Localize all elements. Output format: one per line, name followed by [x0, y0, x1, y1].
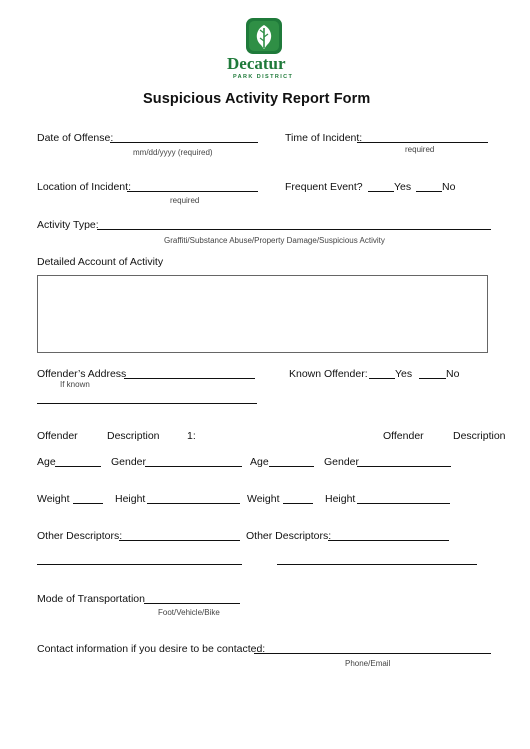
- frequent-event-label: Frequent Event?: [285, 181, 363, 193]
- offenders-address-field[interactable]: [124, 378, 255, 379]
- known-offender-no-label: No: [446, 368, 460, 380]
- known-offender-no-field[interactable]: [419, 378, 446, 379]
- activity-hint: Graffiti/Substance Abuse/Property Damage/Suspicious Activity: [164, 236, 385, 245]
- weight-1-field[interactable]: [73, 503, 103, 504]
- age-2-field[interactable]: [269, 466, 314, 467]
- transport-hint: Foot/Vehicle/Bike: [158, 608, 220, 617]
- contact-info-field[interactable]: [254, 653, 491, 654]
- age-2-label: Age: [250, 456, 269, 468]
- date-of-offense-field[interactable]: [110, 142, 258, 143]
- activity-type-label: Activity Type:: [37, 219, 99, 231]
- gender-2-label: Gender: [324, 456, 360, 468]
- logo: [222, 18, 308, 82]
- offender-2-description-label: Description: [453, 430, 506, 442]
- gender-1-field[interactable]: [145, 466, 242, 467]
- offenders-address-label: Offender’s Address: [37, 368, 127, 380]
- mode-of-transportation-field[interactable]: [144, 603, 240, 604]
- location-field[interactable]: [127, 191, 258, 192]
- detailed-account-textarea[interactable]: [37, 275, 488, 353]
- offender-1-description-label: Description: [107, 430, 160, 442]
- mode-of-transportation-label: Mode of Transportation: [37, 593, 145, 605]
- gender-1-label: Gender: [111, 456, 147, 468]
- location-label: Location of Incident:: [37, 181, 131, 193]
- detailed-account-label: Detailed Account of Activity: [37, 256, 164, 268]
- time-of-incident-label: Time of Incident:: [285, 132, 363, 144]
- age-1-label: Age: [37, 456, 56, 468]
- other-descriptors-1-field-2[interactable]: [37, 564, 242, 565]
- known-offender-label: Known Offender:: [289, 368, 368, 380]
- other-descriptors-1-field[interactable]: [119, 540, 240, 541]
- offenders-address-field-2[interactable]: [37, 403, 257, 404]
- contact-hint: Phone/Email: [345, 659, 391, 668]
- other-descriptors-2-field-2[interactable]: [277, 564, 477, 565]
- offender-number-label: 1:: [187, 430, 196, 442]
- height-2-label: Height: [325, 493, 356, 505]
- age-1-field[interactable]: [55, 466, 101, 467]
- frequent-no-field[interactable]: [416, 191, 442, 192]
- date-of-offense-label: Date of Offense:: [37, 132, 114, 144]
- time-of-incident-field[interactable]: [357, 142, 488, 143]
- weight-1-label: Weight: [37, 493, 70, 505]
- frequent-yes-label: Yes: [394, 181, 412, 193]
- height-1-label: Height: [115, 493, 146, 505]
- offender-2-label: Offender: [383, 430, 424, 442]
- form-title: Suspicious Activity Report Form: [143, 91, 371, 107]
- contact-info-label: Contact information if you desire to be contacted:: [37, 643, 266, 655]
- weight-2-field[interactable]: [283, 503, 313, 504]
- logo-subtitle: PARK DISTRICT: [233, 74, 294, 80]
- height-1-field[interactable]: [147, 503, 240, 504]
- logo-name: Decatur: [227, 54, 286, 73]
- date-hint: mm/dd/yyyy (required): [133, 148, 213, 157]
- leaf-icon: [246, 18, 282, 54]
- known-offender-yes-label: Yes: [395, 368, 413, 380]
- time-hint: required: [405, 145, 435, 154]
- if-known-hint: If known: [60, 380, 90, 389]
- height-2-field[interactable]: [357, 503, 450, 504]
- other-descriptors-1-label: Other Descriptors:: [37, 530, 123, 542]
- known-offender-yes-field[interactable]: [369, 378, 395, 379]
- weight-2-label: Weight: [247, 493, 280, 505]
- frequent-no-label: No: [442, 181, 456, 193]
- offender-1-label: Offender: [37, 430, 78, 442]
- gender-2-field[interactable]: [357, 466, 451, 467]
- other-descriptors-2-field[interactable]: [328, 540, 449, 541]
- other-descriptors-2-label: Other Descriptors:: [246, 530, 332, 542]
- location-hint: required: [170, 196, 200, 205]
- activity-type-field[interactable]: [97, 229, 491, 230]
- frequent-yes-field[interactable]: [368, 191, 394, 192]
